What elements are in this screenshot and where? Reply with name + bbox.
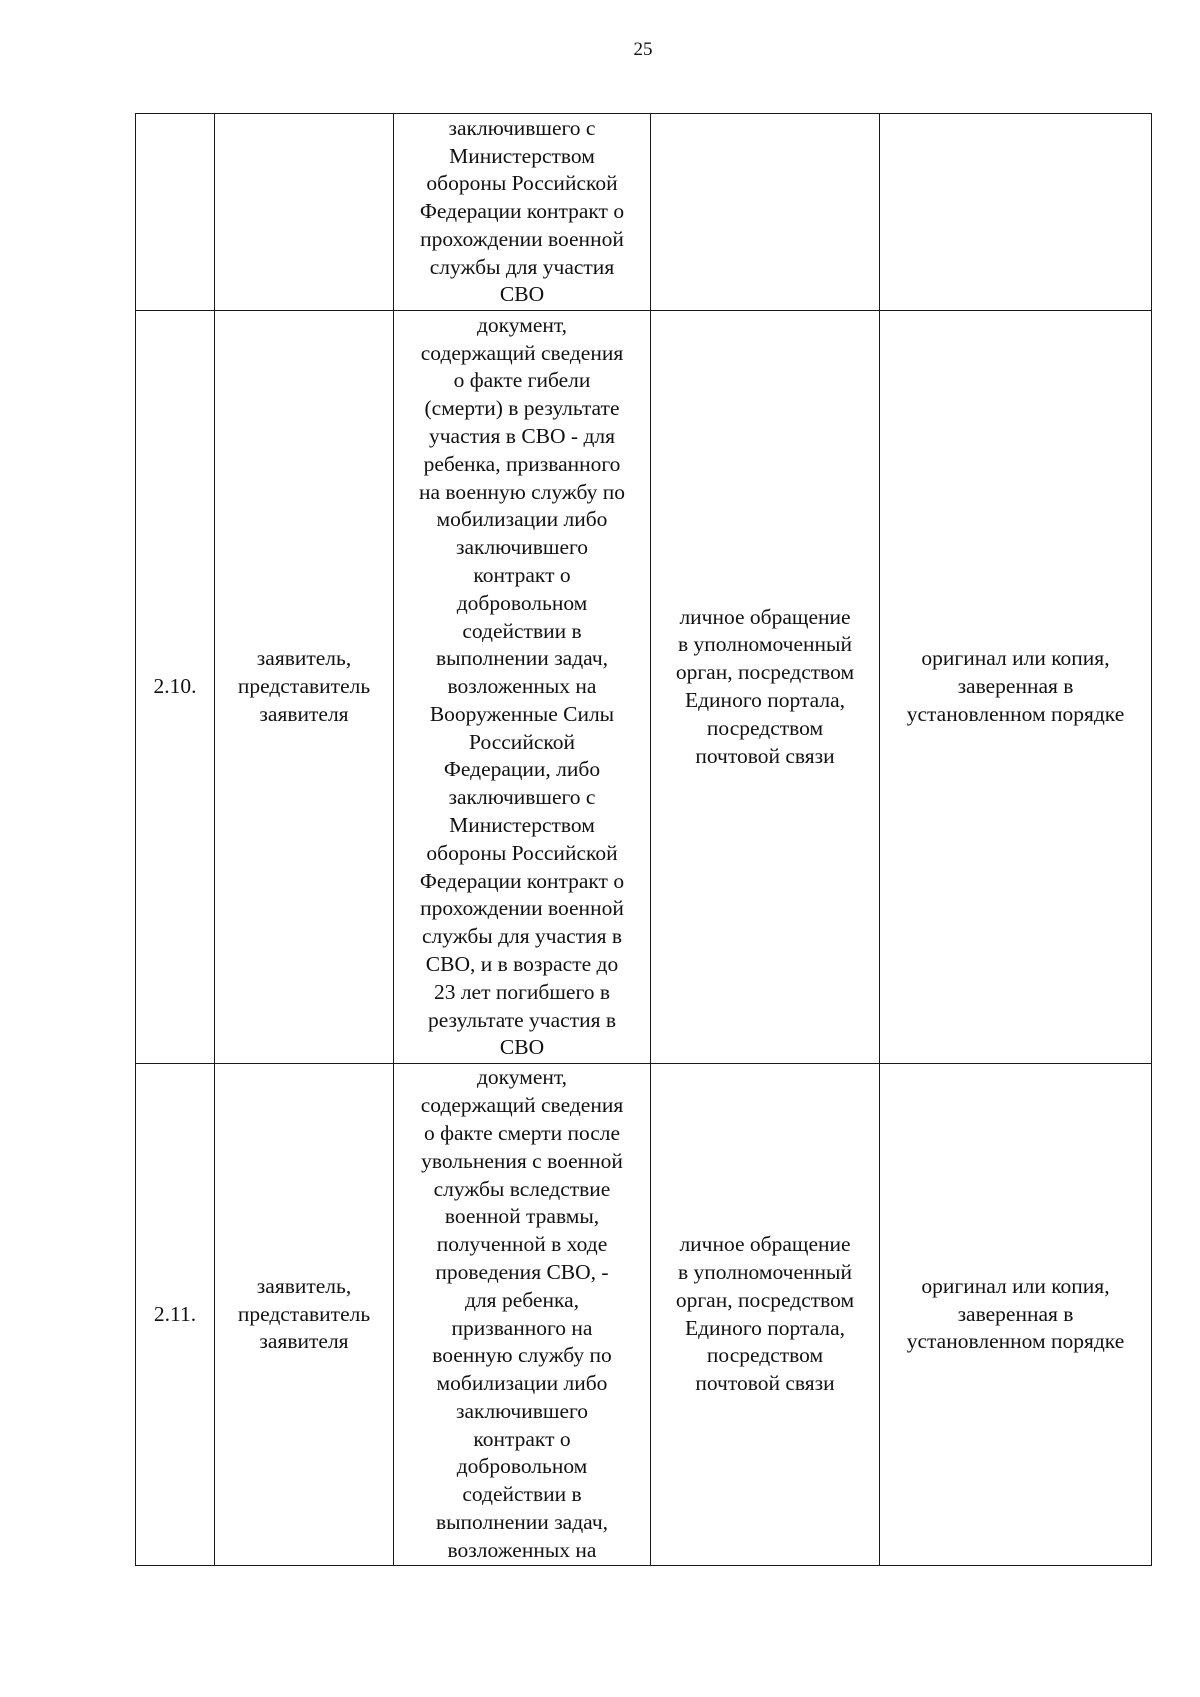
cell-document-form: оригинал или копия, заверенная в установленном порядке xyxy=(880,1064,1152,1566)
cell-document: документ, содержащий сведения о факте смерти после увольнения с военной службы вследствие военной травмы, полученной в ходе проведения СВО, - для ребенка, призванного на военную службу по мобилизации либо заключившего контракт о добровольном содействии в выполнении задач, возложенных на xyxy=(394,1064,651,1566)
cell-document: документ, содержащий сведения о факте гибели (смерти) в результате участия в СВО - для ребенка, призванного на военную службу по мобилизации либо заключившего контракт о добровольном содействии в выполнении задач, возложенных на Вооруженные Силы Российской Федерации, либо заключившего с Министерством обороны Российской Федерации контракт о прохождении военной службы для участия в СВО, и в возрасте до 23 лет погибшего в результате участия в СВО xyxy=(394,311,651,1064)
cell-number: 2.10. xyxy=(136,311,215,1064)
document-table xyxy=(135,113,1152,1566)
cell-submission-method: личное обращение в уполномоченный орган, посредством Единого портала, посредством почтовой связи xyxy=(651,1064,880,1566)
table-row xyxy=(136,1064,1152,1566)
cell-submission-method: личное обращение в уполномоченный орган, посредством Единого портала, посредством почтовой связи xyxy=(651,311,880,1064)
cell-submission-method xyxy=(651,114,880,311)
page-number: 25 xyxy=(633,39,653,60)
cell-applicant: заявитель, представитель заявителя xyxy=(215,1064,394,1566)
cell-number: 2.11. xyxy=(136,1064,215,1566)
cell-number xyxy=(136,114,215,311)
cell-document: заключившего с Министерством обороны Российской Федерации контракт о прохождении военной службы для участия СВО xyxy=(394,114,651,311)
cell-document-form: оригинал или копия, заверенная в установленном порядке xyxy=(880,311,1152,1064)
table-row xyxy=(136,311,1152,1064)
table-row xyxy=(136,114,1152,311)
cell-applicant xyxy=(215,114,394,311)
cell-applicant: заявитель, представитель заявителя xyxy=(215,311,394,1064)
cell-document-form xyxy=(880,114,1152,311)
